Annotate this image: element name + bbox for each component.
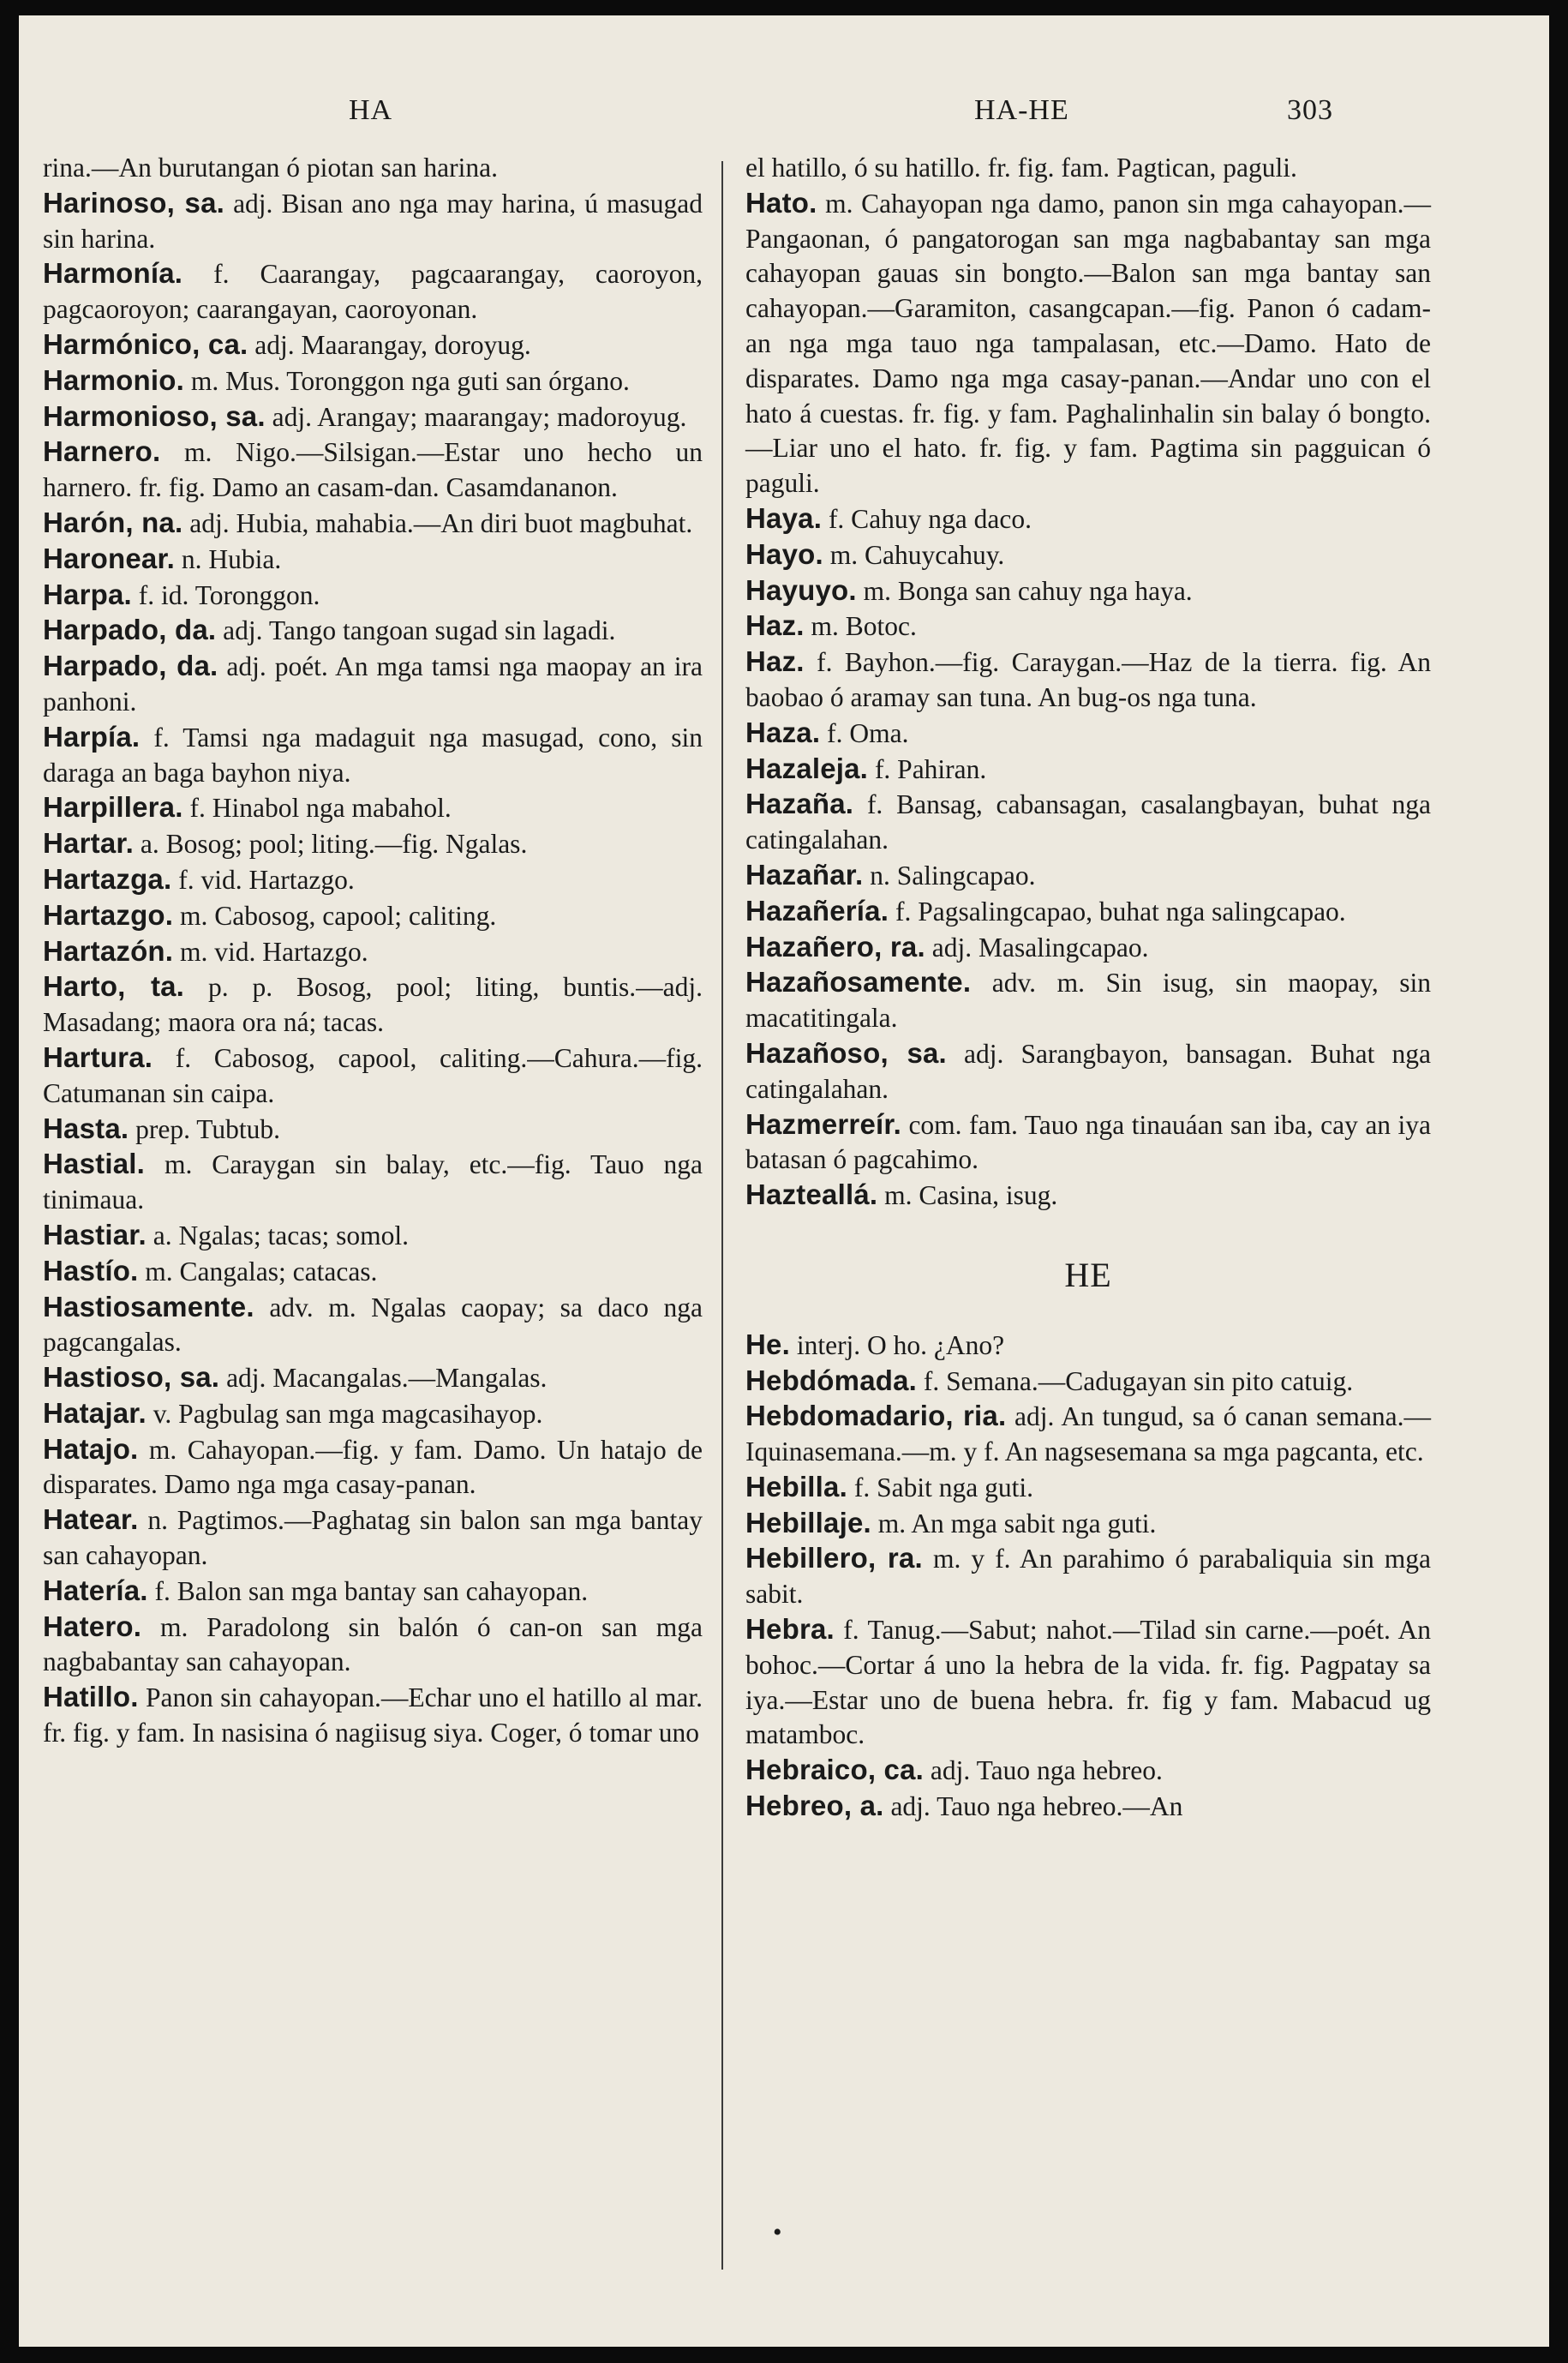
- entry-definition: prep. Tubtub.: [135, 1113, 281, 1144]
- entry-headword: Hato.: [745, 186, 817, 219]
- entry-definition: adv. m. Sin isug, sin maopay, sin macatitingala.: [745, 968, 1431, 1034]
- dictionary-entry: [43, 790, 703, 826]
- dictionary-entry: [745, 1036, 1431, 1107]
- entry-headword: Hazañoso, sa.: [745, 1036, 947, 1069]
- entry-headword: Hazaleja.: [745, 752, 869, 784]
- dictionary-entry: [745, 1328, 1431, 1364]
- section-heading-he: HE: [1064, 1255, 1112, 1294]
- entry-headword: Harpado, da.: [43, 614, 217, 646]
- entry-definition: m. Cahayopan.—fig. y fam. Damo. Un hatajo de disparates. Damo nga mga casay-panan.: [43, 1434, 703, 1500]
- dictionary-entry: [745, 930, 1431, 966]
- entry-headword: Hebillaje.: [745, 1506, 871, 1538]
- entry-headword: Harón, na.: [43, 506, 183, 538]
- entry-definition: adj. Hubia, mahabia.—An diri buot magbuhat.: [189, 507, 693, 538]
- running-head-center: HA-HE: [974, 94, 1069, 126]
- entry-headword: Harmonioso, sa.: [43, 399, 266, 432]
- entry-definition: m. Cahuycahuy.: [829, 539, 1005, 570]
- dictionary-entry: [745, 1789, 1431, 1825]
- dictionary-entry: [745, 609, 1431, 645]
- entry-headword: Hatería.: [43, 1574, 148, 1606]
- dictionary-entry: [745, 573, 1431, 609]
- entry-headword: Harinoso, sa.: [43, 186, 225, 219]
- entry-definition: adv. m. Ngalas caopay; sa daco nga pagcangalas.: [43, 1292, 703, 1358]
- dictionary-entry: [43, 151, 703, 186]
- entry-headword: Haya.: [745, 501, 823, 534]
- dictionary-entry: [43, 578, 703, 614]
- dictionary-entry: [745, 1541, 1431, 1612]
- dictionary-entry: [43, 399, 703, 435]
- dictionary-entry: [745, 858, 1431, 894]
- entry-headword: Hazteallá.: [745, 1179, 878, 1211]
- entry-definition: f. Pagsalingcapao, buhat nga salingcapao.: [895, 896, 1346, 927]
- entry-headword: Hartazón.: [43, 934, 174, 967]
- dictionary-entry: [745, 537, 1431, 573]
- entry-headword: Harnero.: [43, 435, 161, 468]
- dictionary-entry: [43, 1254, 703, 1290]
- entry-headword: Haz.: [745, 645, 805, 678]
- entry-definition: adj. An tungud, sa ó canan semana.—Iquinasemana.—m. y f. An nagsesemana sa mga pagcanta, etc.: [745, 1401, 1431, 1467]
- entry-definition: f. Cabosog, capool, caliting.—Cahura.—fig. Catumanan sin caipa.: [43, 1042, 703, 1108]
- entry-headword: Harto, ta.: [43, 970, 185, 1003]
- dictionary-entry: [745, 151, 1431, 186]
- entry-definition: adj. Tauo nga hebreo.—An: [890, 1791, 1183, 1822]
- column-divider: [721, 161, 723, 2270]
- entry-headword: Hazañosamente.: [745, 966, 972, 999]
- entry-headword: Hatillo.: [43, 1681, 139, 1713]
- entry-definition: f. vid. Hartazgo.: [178, 864, 355, 895]
- entry-definition: f. Pahiran.: [874, 753, 987, 784]
- dictionary-entry: [745, 1753, 1431, 1789]
- entry-definition: com. fam. Tauo nga tinauáan san iba, cay an iya batasan ó pagcahimo.: [745, 1109, 1431, 1175]
- entry-definition: adj. Bisan ano nga may harina, ú masugad sin harina.: [43, 188, 703, 254]
- entry-headword: Hartazga.: [43, 862, 172, 895]
- entry-headword: Hebra.: [745, 1613, 835, 1646]
- entry-headword: Hatajar.: [43, 1396, 147, 1429]
- dictionary-entry: [43, 1147, 703, 1218]
- entry-definition: adj. Macangalas.—Mangalas.: [226, 1363, 548, 1394]
- dictionary-entry: [745, 894, 1431, 930]
- dictionary-entry: [43, 435, 703, 506]
- dictionary-entry: [43, 1502, 703, 1574]
- entry-headword: Hatear.: [43, 1503, 139, 1536]
- entry-headword: Haronear.: [43, 542, 176, 574]
- entry-definition: f. Bayhon.—fig. Caraygan.—Haz de la tierra. fig. An baobao ó aramay san tuna. An bug-os nga tuna.: [745, 647, 1432, 712]
- dictionary-entry: [43, 363, 703, 399]
- dictionary-page: [19, 15, 1549, 2347]
- entry-headword: Hebillero, ra.: [745, 1542, 923, 1574]
- entry-definition: m. An mga sabit nga guti.: [877, 1508, 1157, 1538]
- entry-headword: Haz.: [745, 609, 805, 642]
- dictionary-entry: [745, 752, 1431, 788]
- entry-headword: Hebreo, a.: [745, 1790, 884, 1822]
- entry-definition: m. Casina, isug.: [884, 1180, 1058, 1211]
- left-column: [43, 151, 703, 1751]
- entry-headword: Harpado, da.: [43, 650, 218, 682]
- entry-headword: Hebilla.: [745, 1470, 847, 1502]
- entry-definition: m. Mus. Toronggon nga guti san órgano.: [190, 365, 630, 396]
- entry-headword: Hastiosamente.: [43, 1290, 254, 1322]
- entry-definition: f. Sabit nga guti.: [853, 1472, 1033, 1502]
- dictionary-entry: [745, 1178, 1431, 1214]
- dictionary-entry: [43, 826, 703, 862]
- dictionary-entry: [43, 934, 703, 970]
- dictionary-entry: [43, 1610, 703, 1681]
- dictionary-entry: [745, 787, 1431, 858]
- dictionary-entry: [43, 186, 703, 257]
- entry-headword: Hasta.: [43, 1112, 129, 1144]
- dictionary-entry: [745, 1399, 1431, 1470]
- entry-definition: adj. Tango tangoan sugad sin lagadi.: [223, 615, 616, 646]
- dictionary-entry: [745, 501, 1431, 537]
- entry-definition: n. Pagtimos.—Paghatag sin balon san mga bantay san cahayopan.: [43, 1505, 703, 1571]
- entry-headword: Hebdómada.: [745, 1364, 918, 1396]
- entry-headword: Harpa.: [43, 578, 132, 610]
- dictionary-entry: [43, 1360, 703, 1396]
- entry-headword: Harmonía.: [43, 257, 183, 290]
- dictionary-entry: [745, 1612, 1431, 1753]
- entry-headword: Hartar.: [43, 827, 134, 860]
- entry-definition: f. Cahuy nga daco.: [828, 503, 1032, 534]
- entry-headword: Hastioso, sa.: [43, 1361, 220, 1394]
- entry-definition: m. y f. An parahimo ó parabaliquia sin mga sabit.: [745, 1544, 1432, 1610]
- dictionary-entry: [43, 1680, 703, 1751]
- entry-definition: adj. Arangay; maarangay; madoroyug.: [272, 401, 687, 432]
- entry-definition: f. Balon san mga bantay san cahayopan.: [154, 1575, 589, 1606]
- entry-headword: Hazmerreír.: [745, 1107, 901, 1140]
- entry-headword: Hebraico, ca.: [745, 1754, 925, 1786]
- entry-headword: Hastiar.: [43, 1218, 147, 1250]
- dictionary-entry: [745, 186, 1431, 501]
- dictionary-entry: [43, 1041, 703, 1112]
- dictionary-entry: [745, 645, 1431, 716]
- entry-definition: f. Hinabol nga mabahol.: [189, 793, 452, 824]
- right-column: [745, 151, 1431, 1825]
- entry-headword: Hazañero, ra.: [745, 930, 925, 963]
- dictionary-entry: [43, 506, 703, 542]
- dictionary-entry: [745, 716, 1431, 752]
- entry-definition: adj. Maarangay, doroyug.: [254, 329, 531, 360]
- dictionary-entry: [43, 1574, 703, 1610]
- entry-headword: Hastial.: [43, 1148, 145, 1180]
- dictionary-entry: [43, 898, 703, 934]
- entry-headword: Hastío.: [43, 1254, 139, 1286]
- entry-definition: m. vid. Hartazgo.: [180, 936, 368, 967]
- dictionary-entry: [43, 1290, 703, 1361]
- entry-definition: f. Semana.—Cadugayan sin pito catuig.: [923, 1365, 1354, 1396]
- footer-mark: •: [773, 2218, 782, 2246]
- entry-definition: f. Bansag, cabansagan, casalangbayan, buhat nga catingalahan.: [745, 789, 1431, 855]
- entry-definition: Panon sin cahayopan.—Echar uno el hatillo al mar. fr. fig. y fam. In nasisina ó nagiisug siya. Coger, ó tomar uno: [43, 1682, 703, 1748]
- dictionary-entry: [745, 965, 1431, 1036]
- entry-headword: Haza.: [745, 716, 821, 748]
- entry-definition: rina.—An burutangan ó piotan san harina.: [43, 153, 498, 183]
- entry-definition: adj. poét. An mga tamsi nga maopay an ira panhoni.: [43, 651, 703, 717]
- entry-headword: Hebdomadario, ria.: [745, 1400, 1007, 1432]
- entry-headword: Hayuyo.: [745, 573, 857, 606]
- entry-definition: f. id. Toronggon.: [138, 579, 320, 610]
- entry-definition: m. Cabosog, capool; caliting.: [180, 900, 497, 931]
- dictionary-entry: [43, 327, 703, 363]
- dictionary-entry: [745, 1470, 1431, 1506]
- dictionary-entry: [745, 1107, 1431, 1179]
- entry-headword: Harpía.: [43, 720, 141, 753]
- entry-definition: n. Salingcapao.: [870, 860, 1036, 891]
- entry-definition: m. Cahayopan nga damo, panon sin mga cahayopan.—Pangaonan, ó pangatorogan san mga nagbabantay san mga cahayopan gauas sin bongto.—Balon san mga bantay san cahayopan.—Garamiton, casangcapan.—fig. Panon ó cadam-an nga mga tauo nga tampalasan, etc.—Damo. Hato de disparates. Damo nga mga casay-panan.—Andar uno con el hato á cuestas. fr. fig. y fam. Paghalinhalin sin balay ó bongto.—Liar uno el hato. fr. fig. y fam. Pagtima sin pagguican ó paguli.: [745, 188, 1432, 499]
- entry-definition: n. Hubia.: [181, 543, 282, 574]
- entry-definition: adj. Masalingcapao.: [931, 932, 1149, 963]
- entry-headword: Hartazgo.: [43, 898, 174, 931]
- dictionary-entry: [43, 1396, 703, 1432]
- entry-headword: Harmónico, ca.: [43, 327, 248, 360]
- entry-definition: m. Nigo.—Silsigan.—Estar uno hecho un harnero. fr. fig. Damo an casam-dan. Casamdananon.: [43, 437, 703, 503]
- entry-headword: Hartura.: [43, 1041, 153, 1073]
- entry-definition: m. Cangalas; catacas.: [145, 1256, 378, 1286]
- running-head-left: HA: [349, 94, 393, 126]
- entry-definition: f. Caarangay, pagcaarangay, caoroyon, pagcaoroyon; caarangayan, caoroyonan.: [43, 259, 703, 325]
- entry-definition: m. Caraygan sin balay, etc.—fig. Tauo nga tinimaua.: [43, 1149, 703, 1215]
- page-number: 303: [1287, 94, 1333, 126]
- entry-headword: Hatajo.: [43, 1432, 139, 1465]
- right-column-ha-entries: [745, 151, 1431, 1214]
- entry-headword: Hazañar.: [745, 858, 864, 891]
- dictionary-entry: [43, 862, 703, 898]
- entry-definition: interj. O ho. ¿Ano?: [796, 1329, 1005, 1360]
- entry-headword: He.: [745, 1328, 790, 1360]
- entry-headword: Hayo.: [745, 537, 823, 570]
- entry-definition: m. Botoc.: [811, 611, 917, 642]
- entry-definition: el hatillo, ó su hatillo. fr. fig. fam. Pagtican, paguli.: [745, 153, 1297, 183]
- entry-definition: f. Tamsi nga madaguit nga masugad, cono, sin daraga an baga bayhon niya.: [43, 722, 703, 788]
- entry-headword: Harpillera.: [43, 791, 183, 824]
- entry-definition: m. Paradolong sin balón ó can-on san mga nagbabantay san cahayopan.: [43, 1611, 703, 1677]
- entry-definition: a. Ngalas; tacas; somol.: [153, 1220, 410, 1250]
- entry-definition: f. Oma.: [827, 717, 909, 748]
- dictionary-entry: [43, 1218, 703, 1254]
- dictionary-entry: [43, 649, 703, 720]
- dictionary-entry: [745, 1506, 1431, 1542]
- entry-definition: adj. Tauo nga hebreo.: [930, 1755, 1163, 1786]
- entry-headword: Harmonio.: [43, 363, 184, 396]
- entry-headword: Hatero.: [43, 1610, 142, 1642]
- dictionary-entry: [43, 256, 703, 327]
- entry-definition: f. Tanug.—Sabut; nahot.—Tilad sin carne.—poét. An bohoc.—Cortar á uno la hebra de la vida. fr. fig. Pagpatay sa iya.—Estar uno de buena hebra. fr. fig y fam. Mabacud ug matamboc.: [745, 1615, 1431, 1750]
- right-column-he-entries: [745, 1328, 1431, 1825]
- dictionary-entry: [43, 613, 703, 649]
- entry-definition: p. p. Bosog, pool; liting, buntis.—adj. Masadang; maora ora ná; tacas.: [43, 972, 703, 1038]
- entry-headword: Hazañería.: [745, 894, 889, 927]
- dictionary-entry: [43, 1112, 703, 1148]
- dictionary-entry: [43, 542, 703, 578]
- dictionary-entry: [43, 1432, 703, 1503]
- dictionary-entry: [43, 969, 703, 1041]
- dictionary-entry: [745, 1364, 1431, 1400]
- entry-headword: Hazaña.: [745, 788, 854, 820]
- entry-definition: m. Bonga san cahuy nga haya.: [863, 575, 1193, 606]
- entry-definition: v. Pagbulag san mga magcasihayop.: [153, 1398, 543, 1429]
- dictionary-entry: [43, 720, 703, 791]
- entry-definition: adj. Sarangbayon, bansagan. Buhat nga catingalahan.: [745, 1038, 1431, 1104]
- entry-definition: a. Bosog; pool; liting.—fig. Ngalas.: [140, 829, 528, 860]
